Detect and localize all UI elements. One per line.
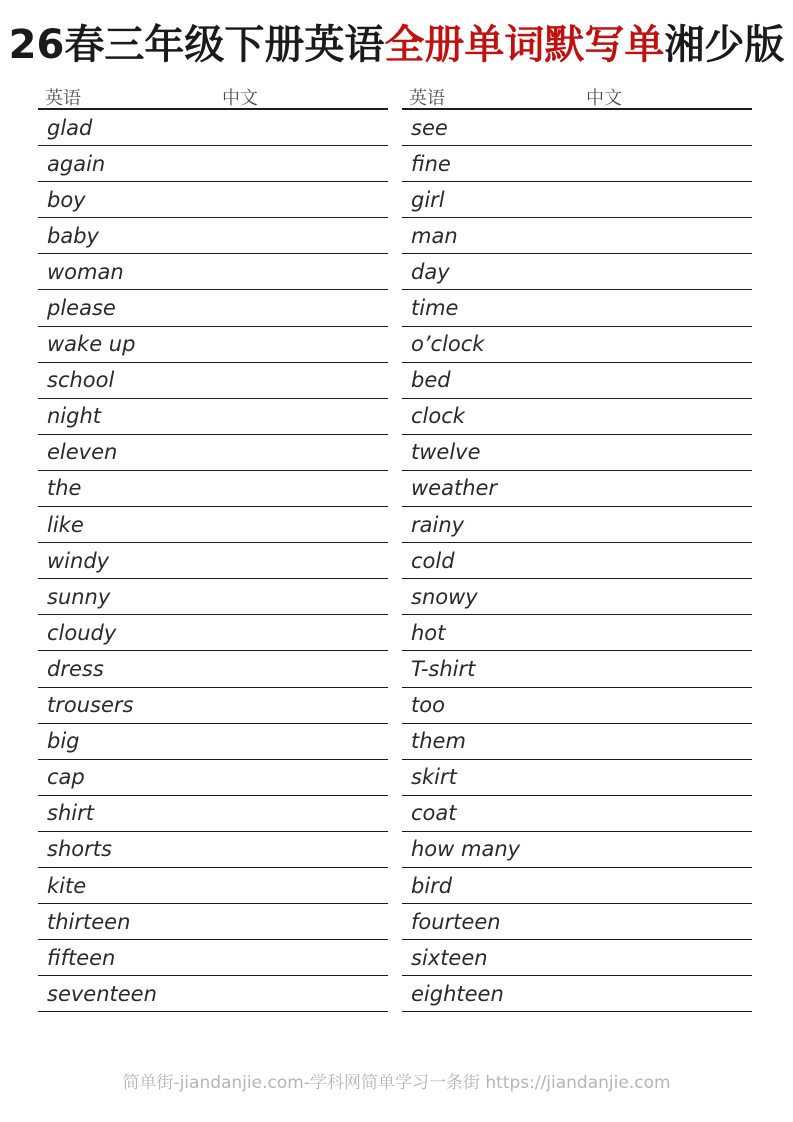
vocab-row (402, 940, 752, 976)
english-word: day (411, 259, 450, 284)
english-word: school (47, 368, 115, 393)
english-word: shorts (47, 837, 112, 862)
english-word: boy (47, 187, 86, 212)
vocab-row (402, 868, 752, 904)
vocab-row (38, 651, 388, 687)
english-word: trousers (47, 693, 134, 718)
vocab-row (38, 615, 388, 651)
vocab-row (402, 110, 752, 146)
vocab-row (38, 471, 388, 507)
english-word: seventeen (47, 981, 157, 1006)
english-word: bed (411, 368, 451, 393)
english-word: woman (47, 259, 124, 284)
chinese-answer-blank (478, 579, 752, 614)
vocab-row (402, 399, 752, 435)
vocab-row (402, 688, 752, 724)
vocab-row (38, 435, 388, 471)
vocab-row (402, 327, 752, 363)
vocab-row (402, 904, 752, 940)
english-word: like (47, 512, 84, 537)
english-word: sunny (47, 584, 111, 609)
chinese-answer-blank (448, 110, 752, 145)
vocab-row (402, 543, 752, 579)
english-word: dress (47, 656, 104, 681)
english-word: hot (411, 620, 446, 645)
chinese-answer-blank (104, 651, 388, 686)
english-word: baby (47, 223, 99, 248)
vocab-row (402, 290, 752, 326)
vocab-row (402, 615, 752, 651)
chinese-answer-blank (86, 868, 388, 903)
english-word: kite (47, 873, 87, 898)
chinese-answer-blank (112, 832, 388, 867)
english-word: night (47, 404, 102, 429)
vocab-row (402, 363, 752, 399)
vocab-row (38, 868, 388, 904)
english-word: T-shirt (411, 656, 476, 681)
english-word: glad (47, 115, 93, 140)
chinese-answer-blank (455, 543, 752, 578)
vocab-row (402, 435, 752, 471)
vocab-row (402, 651, 752, 687)
column-header-chinese: 中文 (586, 88, 622, 109)
chinese-answer-blank (451, 363, 752, 398)
chinese-answer-blank (458, 290, 752, 325)
chinese-answer-blank (465, 399, 752, 434)
chinese-answer-blank (457, 760, 752, 795)
vocab-row (402, 796, 752, 832)
english-word: again (47, 151, 106, 176)
english-word: coat (411, 801, 457, 826)
chinese-answer-blank (105, 146, 388, 181)
vocab-row (38, 543, 388, 579)
vocab-row (402, 760, 752, 796)
title-highlight: 全册单词默写单 (384, 22, 665, 68)
vocab-row (38, 146, 388, 182)
english-word: shirt (47, 801, 94, 826)
page-title (0, 22, 793, 68)
chinese-answer-blank (497, 471, 752, 506)
chinese-answer-blank (501, 904, 752, 939)
chinese-answer-blank (135, 327, 388, 362)
english-word: the (47, 476, 82, 501)
chinese-answer-blank (481, 435, 752, 470)
chinese-answer-blank (81, 471, 388, 506)
vocab-rows-right (402, 110, 752, 1012)
chinese-answer-blank (445, 182, 752, 217)
chinese-answer-blank (114, 363, 388, 398)
column-header-english: 英语 (45, 88, 81, 109)
chinese-answer-blank (445, 688, 752, 723)
english-word: them (411, 729, 466, 754)
english-word: fourteen (411, 909, 501, 934)
english-word: fifteen (47, 945, 116, 970)
chinese-answer-blank (85, 760, 388, 795)
vocab-row (38, 724, 388, 760)
vocab-row (402, 724, 752, 760)
chinese-answer-blank (109, 543, 388, 578)
column-header-english: 英语 (409, 88, 445, 109)
vocab-row (38, 290, 388, 326)
chinese-answer-blank (458, 218, 752, 253)
chinese-answer-blank (504, 976, 752, 1011)
chinese-answer-blank (451, 146, 752, 181)
english-word: eighteen (411, 981, 504, 1006)
english-word: skirt (411, 765, 457, 790)
english-word: time (411, 296, 459, 321)
column-header-chinese: 中文 (222, 88, 258, 109)
chinese-answer-blank (466, 724, 752, 759)
chinese-answer-blank (99, 218, 388, 253)
english-word: girl (411, 187, 445, 212)
english-word: windy (47, 548, 110, 573)
english-word: cold (411, 548, 455, 573)
english-word: snowy (411, 584, 478, 609)
vocab-row (38, 832, 388, 868)
vocab-row (38, 507, 388, 543)
english-word: bird (411, 873, 453, 898)
english-word: o’clock (411, 332, 485, 357)
english-word: see (411, 115, 448, 140)
chinese-answer-blank (130, 904, 388, 939)
vocab-table-right (402, 82, 752, 1012)
vocab-row (38, 688, 388, 724)
chinese-answer-blank (117, 435, 388, 470)
vocab-table-left (38, 82, 388, 1012)
vocab-row (38, 760, 388, 796)
chinese-answer-blank (475, 651, 752, 686)
chinese-answer-blank (520, 832, 752, 867)
vocab-row (402, 832, 752, 868)
english-word: big (47, 729, 80, 754)
english-word: twelve (411, 440, 481, 465)
english-word: eleven (47, 440, 118, 465)
chinese-answer-blank (115, 940, 388, 975)
english-word: clock (411, 404, 465, 429)
vocab-row (402, 579, 752, 615)
chinese-answer-blank (84, 507, 388, 542)
vocab-tables (0, 82, 793, 1012)
vocab-row (38, 940, 388, 976)
vocab-row (38, 976, 388, 1012)
chinese-answer-blank (133, 688, 388, 723)
english-word: cloudy (47, 620, 117, 645)
english-word: how many (411, 837, 521, 862)
english-word: thirteen (47, 909, 131, 934)
vocab-row (402, 182, 752, 218)
chinese-answer-blank (450, 254, 752, 289)
chinese-answer-blank (452, 868, 752, 903)
vocab-row (402, 507, 752, 543)
chinese-answer-blank (86, 182, 388, 217)
vocab-row (402, 471, 752, 507)
chinese-answer-blank (464, 507, 752, 542)
english-word: please (47, 296, 116, 321)
english-word: cap (47, 765, 85, 790)
table-header-right (402, 82, 752, 110)
chinese-answer-blank (457, 796, 753, 831)
chinese-answer-blank (92, 110, 388, 145)
english-word: weather (411, 476, 498, 501)
vocab-row (38, 110, 388, 146)
english-word: sixteen (411, 945, 488, 970)
chinese-answer-blank (484, 327, 752, 362)
vocab-row (38, 796, 388, 832)
vocab-rows-left (38, 110, 388, 1012)
english-word: fine (411, 151, 451, 176)
chinese-answer-blank (124, 254, 388, 289)
english-word: too (411, 693, 445, 718)
chinese-answer-blank (116, 615, 388, 650)
chinese-answer-blank (94, 796, 388, 831)
chinese-answer-blank (80, 724, 389, 759)
english-word: rainy (411, 512, 465, 537)
title-suffix: 湘少版 (664, 22, 785, 68)
english-word: wake up (47, 332, 136, 357)
vocab-row (38, 399, 388, 435)
chinese-answer-blank (445, 615, 752, 650)
english-word: man (411, 223, 458, 248)
vocab-row (38, 327, 388, 363)
vocab-row (38, 579, 388, 615)
vocab-row (402, 218, 752, 254)
chinese-answer-blank (116, 290, 388, 325)
chinese-answer-blank (157, 976, 388, 1011)
vocab-row (402, 254, 752, 290)
chinese-answer-blank (488, 940, 752, 975)
vocab-row (38, 182, 388, 218)
chinese-answer-blank (101, 399, 388, 434)
vocab-row (402, 146, 752, 182)
table-header-left (38, 82, 388, 110)
title-prefix: 26春三年级下册英语 (8, 22, 385, 68)
vocab-row (38, 218, 388, 254)
watermark-footer: 简单街-jiandanjie.com-学科网简单学习一条街 https://jiandanjie.com (122, 1073, 671, 1093)
vocab-row (38, 904, 388, 940)
vocab-row (38, 363, 388, 399)
vocab-row (402, 976, 752, 1012)
chinese-answer-blank (110, 579, 388, 614)
vocab-row (38, 254, 388, 290)
